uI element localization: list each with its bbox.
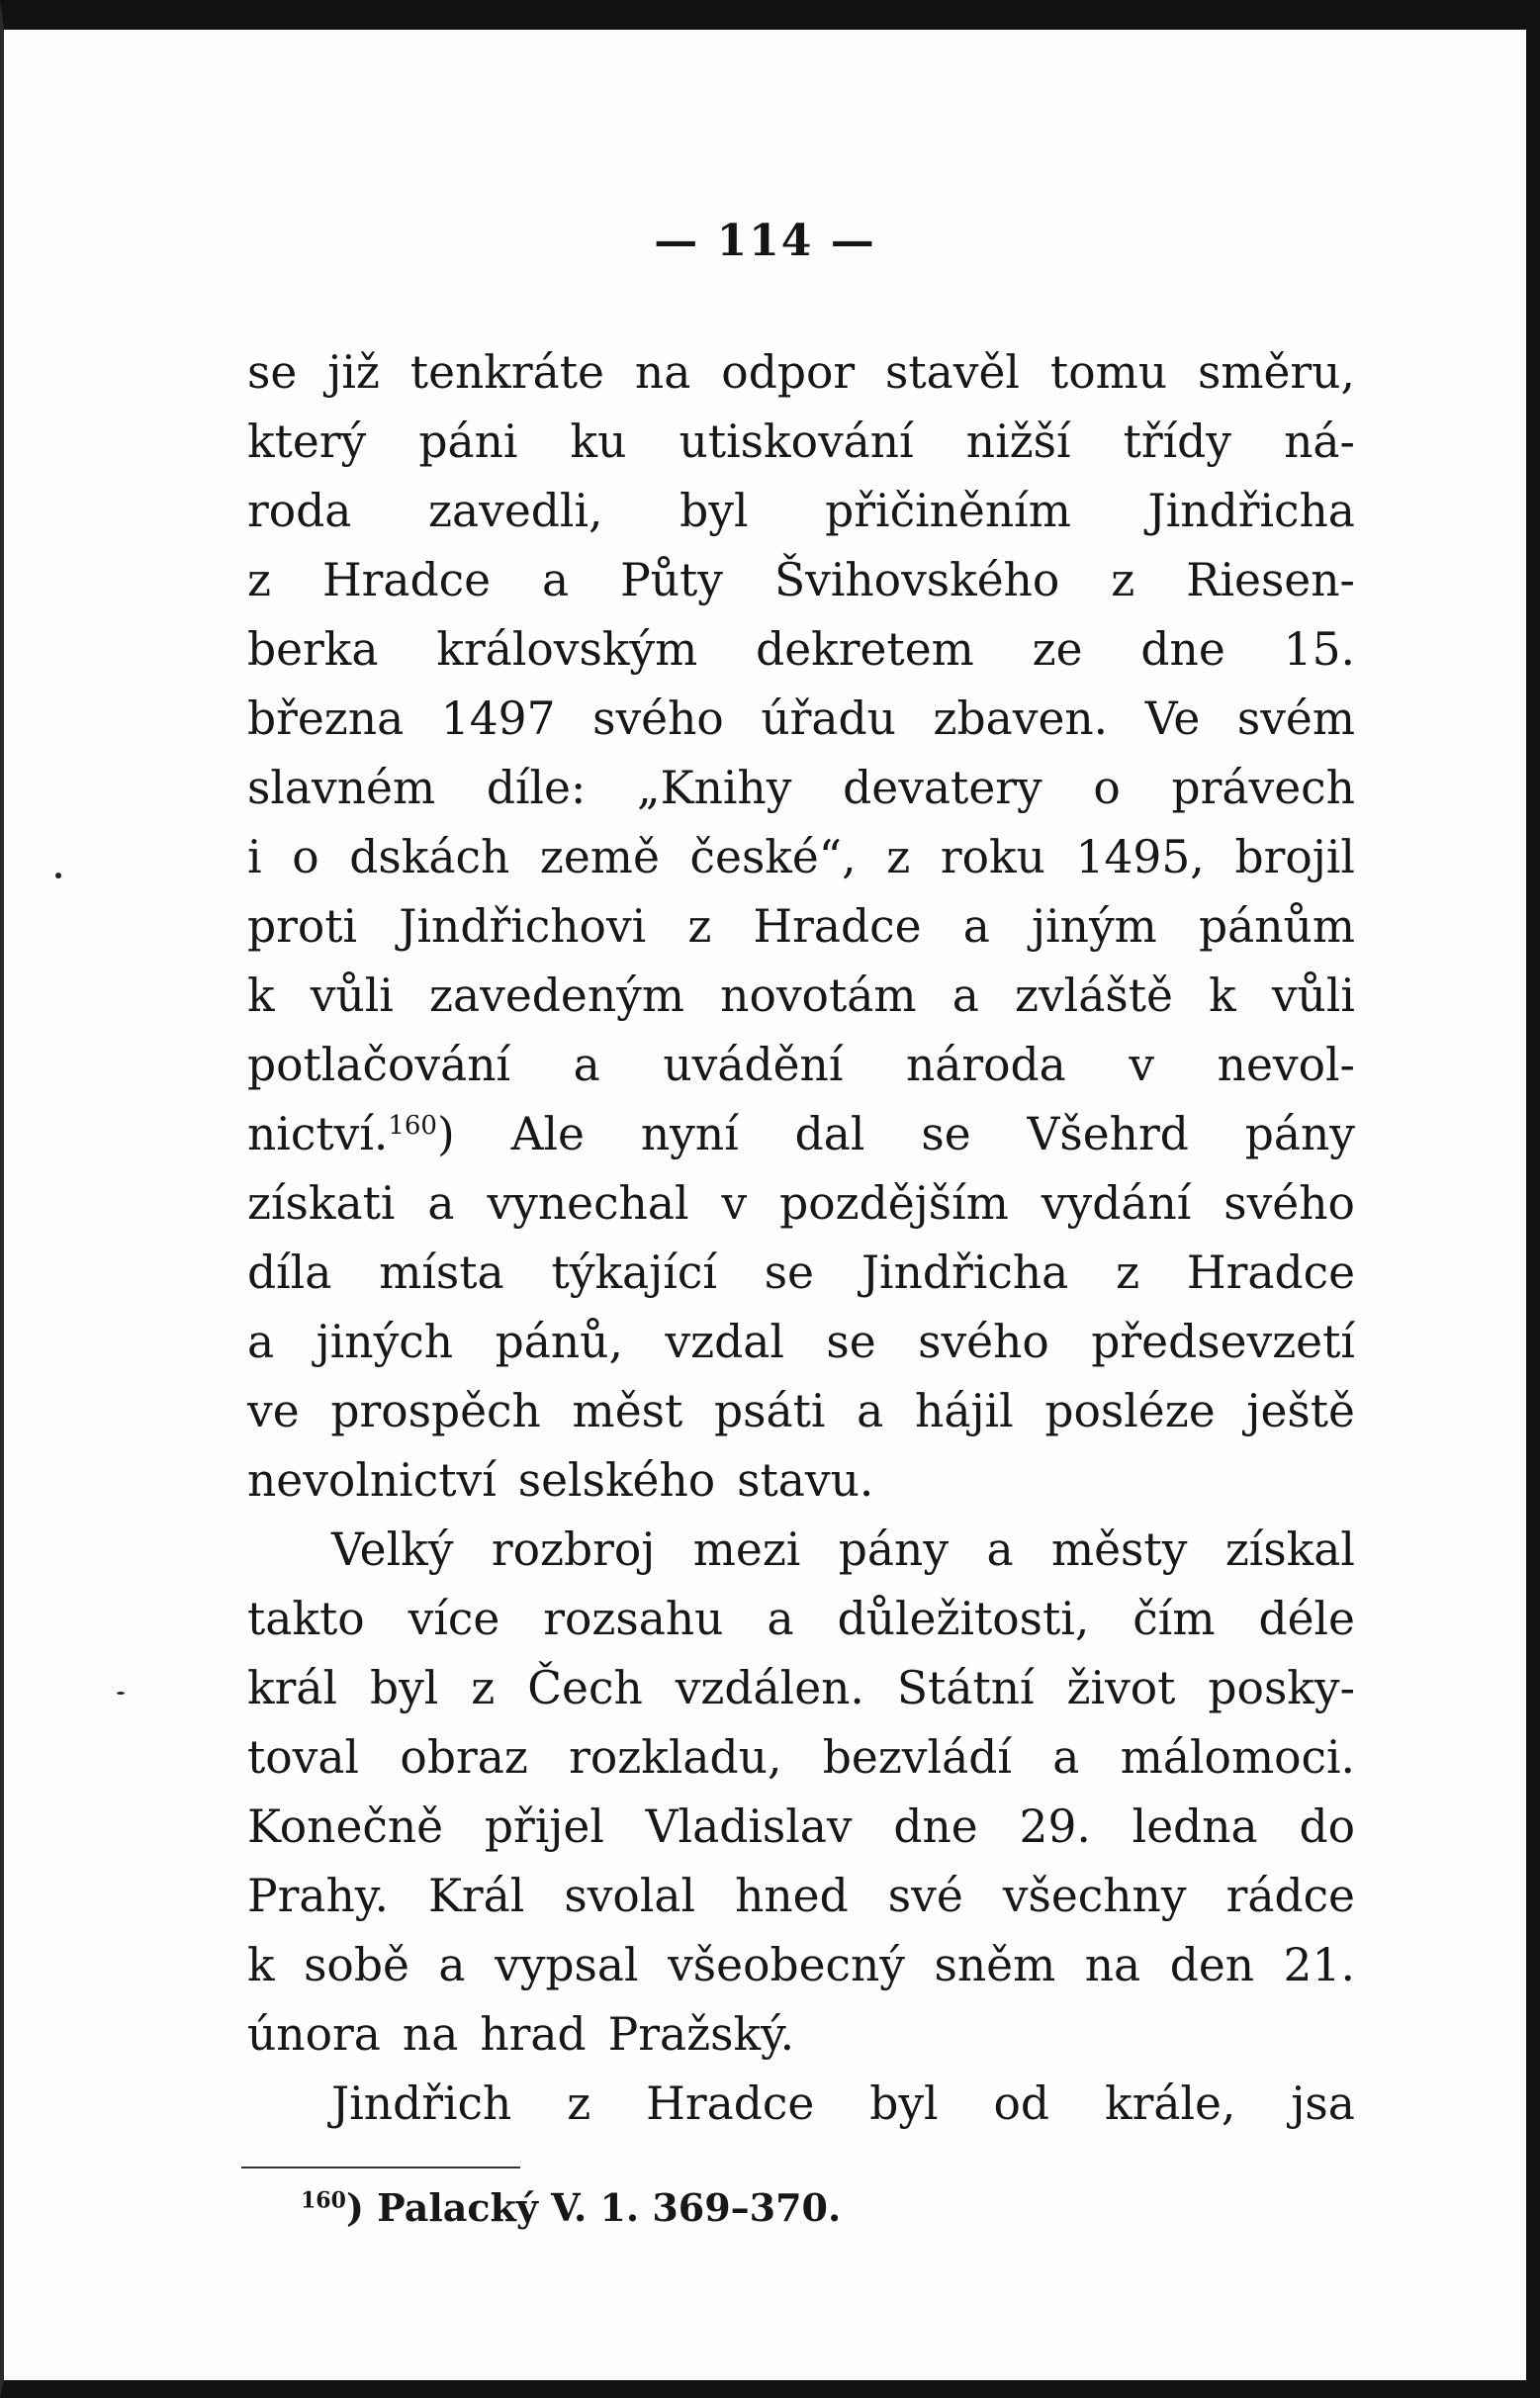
text-line [247, 408, 1355, 477]
text-line [247, 754, 1355, 823]
word: Jindřich [331, 2077, 512, 2130]
word: svého [1223, 1177, 1355, 1230]
word: Konečně [247, 1800, 444, 1853]
word: přijel [484, 1800, 604, 1853]
word: do [1299, 1800, 1355, 1853]
word: pánům [1198, 900, 1355, 953]
word: dne [893, 1800, 978, 1853]
word: i [247, 831, 262, 883]
text-line [247, 1723, 1355, 1793]
word: ve [247, 1385, 300, 1437]
word: z [247, 554, 271, 606]
word: hned [735, 1870, 849, 1922]
text-line [247, 477, 1355, 546]
word: odpor [721, 346, 856, 399]
text-line [247, 1308, 1355, 1377]
word: více [408, 1593, 500, 1645]
word: a [573, 1039, 600, 1091]
word: pánů, [495, 1316, 623, 1368]
word: Čech [527, 1662, 643, 1714]
word: Ale [510, 1108, 585, 1160]
word: novotám [720, 969, 917, 1022]
word: týkající [551, 1246, 717, 1299]
word: všechny [1002, 1870, 1187, 1922]
word: získati [247, 1177, 396, 1230]
word: ná- [1284, 415, 1355, 468]
word: Půty [620, 554, 723, 606]
word: čím [1132, 1593, 1216, 1645]
word: vypsal [495, 1939, 639, 1991]
word: a [427, 1177, 455, 1230]
word: proti [247, 900, 358, 953]
word: a [767, 1593, 794, 1645]
word: 1497 [440, 692, 556, 745]
word: utiskování [679, 415, 914, 468]
word: Velký [331, 1523, 454, 1576]
word: na [634, 346, 691, 399]
word: dal [794, 1108, 865, 1160]
word: prospěch [330, 1385, 541, 1437]
word: byl [369, 1662, 439, 1714]
word: Švihovského [773, 554, 1060, 606]
word: rozkladu, [569, 1731, 782, 1784]
word: krále, [1105, 2077, 1236, 2130]
word: málomoci. [1120, 1731, 1355, 1784]
word: března [247, 692, 405, 745]
word: ze [1032, 623, 1083, 676]
word: Ve [1144, 692, 1201, 745]
word: země [539, 831, 660, 883]
word: 21. [1283, 1939, 1355, 1991]
word: páni [418, 415, 518, 468]
word: dne [1140, 623, 1225, 676]
word: obraz [400, 1731, 528, 1784]
word: z [687, 900, 712, 953]
word: v [1129, 1039, 1155, 1091]
word: tomu [1049, 346, 1168, 399]
word: pány [838, 1523, 950, 1576]
word: na [1084, 1939, 1141, 1991]
word: z [886, 831, 911, 883]
word: den [1169, 1939, 1255, 1991]
text-line [247, 1031, 1355, 1100]
text-line [247, 962, 1355, 1031]
word: slavném [247, 762, 436, 814]
word: tenkráte [409, 346, 604, 399]
word: a [986, 1523, 1014, 1576]
text-line [247, 1654, 1355, 1723]
word: hrad [480, 2008, 587, 2061]
word: pány [1244, 1108, 1355, 1160]
word: stavěl [885, 346, 1020, 399]
text-line [247, 2070, 1355, 2139]
word: rozbroj [491, 1523, 656, 1576]
text-line [247, 1585, 1355, 1654]
word: nyní [640, 1108, 739, 1160]
text-line [247, 1446, 1355, 1516]
word: a [438, 1939, 466, 1991]
word: zavedli, [428, 485, 603, 537]
word: díle: [486, 762, 587, 814]
word: brojil [1234, 831, 1355, 883]
word: získal [1224, 1523, 1355, 1576]
word: dekretem [756, 623, 974, 676]
word: se [764, 1246, 814, 1299]
word: díla [247, 1246, 332, 1299]
word: roku [940, 831, 1045, 883]
word: sobě [304, 1939, 409, 1991]
word: Prahy. [247, 1870, 389, 1922]
word: zvláště [1015, 969, 1173, 1022]
word: jsa [1291, 2077, 1355, 2130]
word: dskách [349, 831, 510, 883]
word: třídy [1123, 415, 1232, 468]
word: Král [427, 1870, 525, 1922]
word: všeobecný [668, 1939, 906, 1991]
word: se [826, 1316, 876, 1368]
footnote-marker: 160 [301, 2187, 346, 2214]
word: národa [905, 1039, 1066, 1091]
word: rádce [1225, 1870, 1355, 1922]
word: Hradce [1186, 1246, 1355, 1299]
word: a [857, 1385, 884, 1437]
word: svého [918, 1316, 1049, 1368]
word: a [951, 969, 979, 1022]
footnote-reference: 160 [388, 1110, 437, 1141]
word: na [402, 2008, 459, 2061]
word: ledna [1132, 1800, 1258, 1853]
word: Jindřicha [861, 1246, 1069, 1299]
text-line [247, 1169, 1355, 1239]
word: k [247, 1939, 275, 1991]
word: a [1052, 1731, 1080, 1784]
word: v [721, 1177, 748, 1230]
page-number: — 114 — [654, 216, 876, 266]
word: déle [1258, 1593, 1355, 1645]
text-line [247, 1239, 1355, 1308]
word: takto [247, 1593, 365, 1645]
word: z [1111, 554, 1135, 606]
word: z [471, 1662, 496, 1714]
word: byl [869, 2077, 939, 2130]
word: „Knihy [637, 762, 792, 814]
scan-speck [55, 873, 61, 878]
word: vzdálen. [675, 1662, 864, 1714]
word-text: nictví. [247, 1108, 389, 1160]
word: posléze [1044, 1385, 1216, 1437]
text-line [247, 2000, 1355, 2070]
word: přičiněním [825, 485, 1071, 537]
word: posky- [1208, 1662, 1355, 1714]
word: vůli [1271, 969, 1355, 1022]
word: a [962, 900, 990, 953]
footnote-text: ) Palacký V. 1. 369–370. [345, 2185, 842, 2230]
word: důležitosti, [837, 1593, 1090, 1645]
word: české“, [689, 831, 857, 883]
word: a [541, 554, 570, 606]
word: uvádění [663, 1039, 844, 1091]
word: vzdal [665, 1316, 784, 1368]
text-line [247, 1516, 1355, 1585]
word: právech [1171, 762, 1355, 814]
word: a [247, 1316, 275, 1368]
word: se [247, 346, 298, 399]
word: sněm [934, 1939, 1056, 1991]
text-line [247, 546, 1355, 615]
text-line [247, 685, 1355, 754]
word: potlačování [247, 1039, 511, 1091]
word: své [887, 1870, 963, 1922]
word: vynechal [487, 1177, 689, 1230]
word: února [247, 2008, 381, 2061]
word: zbaven. [933, 692, 1109, 745]
word: svolal [564, 1870, 696, 1922]
word: svého [592, 692, 724, 745]
word: se [921, 1108, 971, 1160]
word: zavedeným [429, 969, 684, 1022]
word: měst [572, 1385, 683, 1437]
footnote-separator [241, 2167, 520, 2168]
text-line [247, 1862, 1355, 1931]
word: ku [570, 415, 627, 468]
word: z [567, 2077, 591, 2130]
text-line [247, 823, 1355, 892]
word: k [1209, 969, 1236, 1022]
text-line [247, 615, 1355, 685]
body-text [247, 338, 1355, 2139]
word: Všehrd [1027, 1108, 1189, 1160]
text-line [247, 1100, 1355, 1169]
word: devatery [843, 762, 1042, 814]
word: nižší [965, 415, 1071, 468]
word [247, 1100, 455, 1169]
word: jiným [1032, 900, 1157, 953]
word: 1495, [1075, 831, 1205, 883]
word: král [247, 1662, 337, 1714]
word: mezi [692, 1523, 801, 1576]
word: od [993, 2077, 1050, 2130]
word: selského [517, 1454, 716, 1507]
word: předsevzetí [1091, 1316, 1355, 1368]
word: směru, [1198, 346, 1355, 399]
scan-speck [117, 1692, 125, 1695]
footnote [301, 2178, 841, 2238]
word: 29. [1019, 1800, 1091, 1853]
word: již [327, 346, 380, 399]
word: místa [379, 1246, 504, 1299]
word: Státní [896, 1662, 1035, 1714]
word: královským [436, 623, 698, 676]
word: který [247, 415, 367, 468]
word: ještě [1246, 1385, 1355, 1437]
word: úřadu [761, 692, 896, 745]
word: Riesen- [1186, 554, 1355, 606]
word: vůli [310, 969, 394, 1022]
word: život [1066, 1662, 1176, 1714]
word: Pražský. [607, 2008, 795, 2061]
text-line [247, 892, 1355, 962]
word: bezvládí [822, 1731, 1012, 1784]
word: psáti [713, 1385, 826, 1437]
word: vydání [1041, 1177, 1192, 1230]
text-line [247, 1931, 1355, 2000]
word: Vladislav [645, 1800, 853, 1853]
word: hájil [915, 1385, 1014, 1437]
word: roda [247, 485, 352, 537]
word: Jindřicha [1147, 485, 1355, 537]
word: svém [1236, 692, 1355, 745]
word: Hradce [753, 900, 922, 953]
word: berka [247, 623, 379, 676]
text-line [247, 1377, 1355, 1446]
word: Hradce [646, 2077, 815, 2130]
footnote-reference-paren: ) [436, 1108, 455, 1160]
word: 15. [1283, 623, 1355, 676]
word: městy [1050, 1523, 1188, 1576]
word: pozdějším [779, 1177, 1009, 1230]
word: z [1116, 1246, 1140, 1299]
word: toval [247, 1731, 360, 1784]
word: jiných [316, 1316, 454, 1368]
word: nevolnictví [247, 1454, 497, 1507]
word: k [247, 969, 275, 1022]
text-line [247, 1793, 1355, 1862]
text-line [247, 338, 1355, 408]
word: nevol- [1217, 1039, 1355, 1091]
word: byl [679, 485, 749, 537]
word: o [1093, 762, 1121, 814]
word: stavu. [737, 1454, 874, 1507]
word: o [292, 831, 319, 883]
word: rozsahu [543, 1593, 724, 1645]
word: Hradce [321, 554, 492, 606]
word: Jindřichovi [399, 900, 647, 953]
